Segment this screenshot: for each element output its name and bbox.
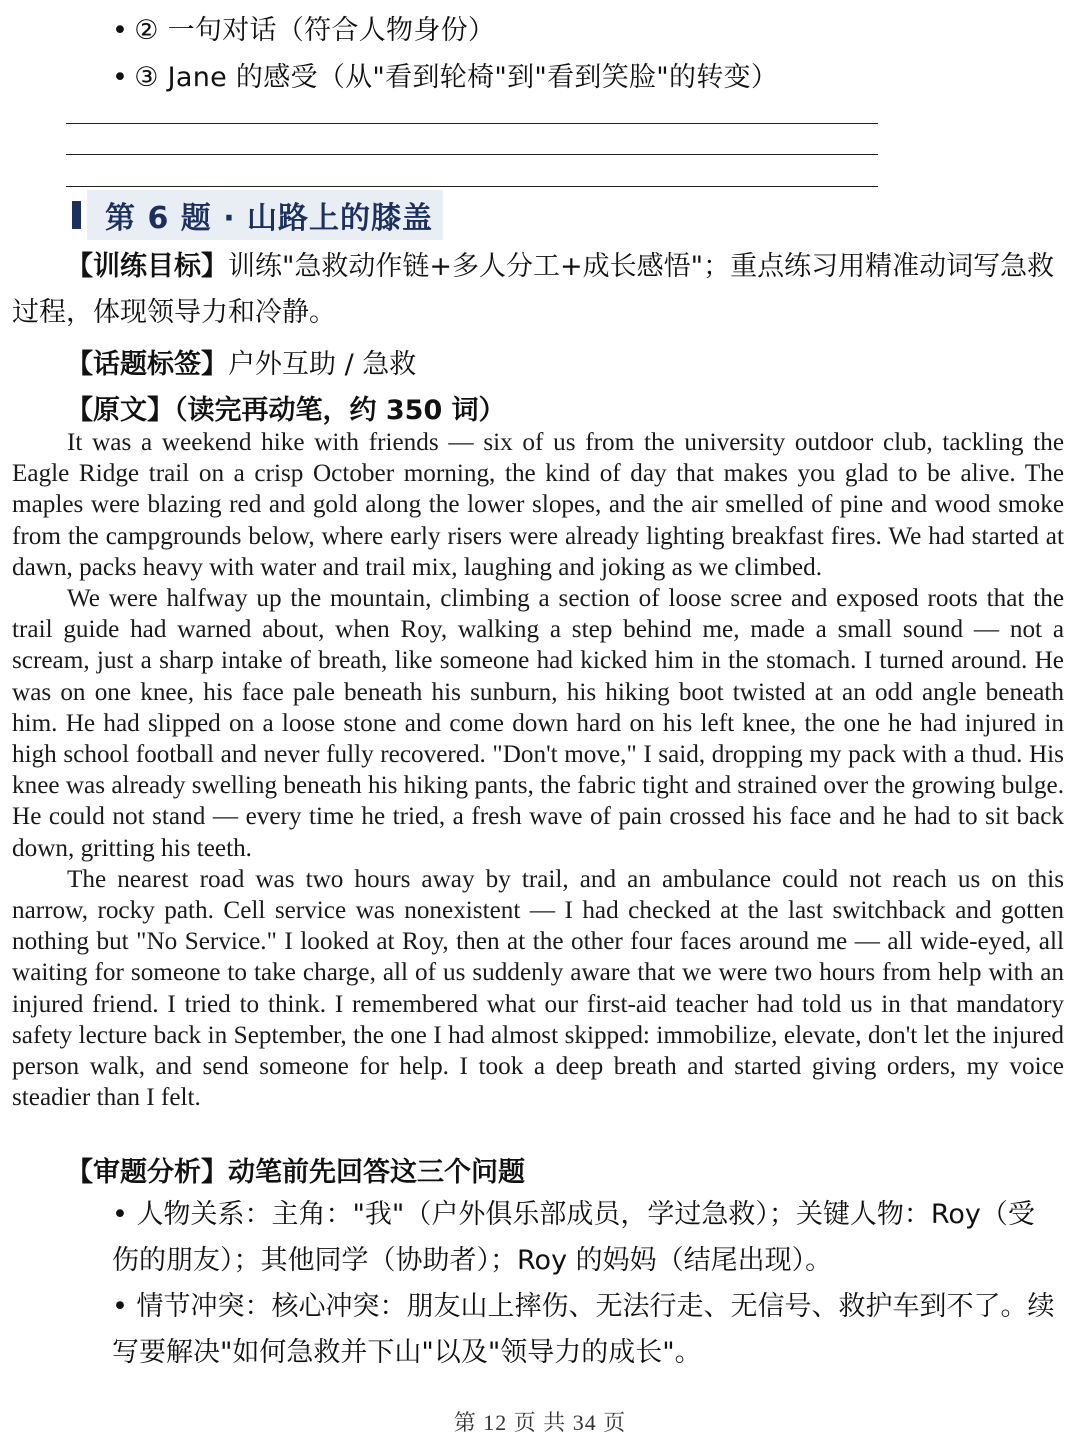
analysis-heading: 【审题分析】动笔前先回答这三个问题: [66, 1157, 525, 1188]
bullet-text: ② 一句对话（符合人物身份）: [134, 15, 496, 46]
original-heading: [66, 388, 506, 427]
bullet-dot: •: [112, 15, 129, 46]
original-label: 【原文】: [66, 395, 174, 426]
answer-line: [66, 186, 878, 187]
answer-line: [66, 123, 878, 124]
section-heading: [72, 190, 443, 240]
original-passage: [12, 427, 1064, 1113]
passage-paragraph: It was a weekend hike with friends — six of us from the university outdoor club, tackling the Eagle Ridge trail on a crisp October morning, the kind of day that makes you glad to be alive. The maples were blazing red and gold along the lower slopes, and the air smelled of pine and wood smoke from the campgrounds below, where early risers were already lighting breakfast fires. We had started at dawn, packs heavy with water and trail mix, laughing and joking as we climbed.: [12, 429, 1064, 581]
training-goal-text: 训练"急救动作链+多人分工+成长感悟"；重点练习用精准动词写急救过程，体现领导力和冷静。: [12, 251, 1055, 328]
passage-paragraph: We were halfway up the mountain, climbing a section of loose scree and exposed roots that the trail guide had warned about, when Roy, walking a step behind me, made a small sound — not a scream, just a sharp intake of breath, like someone had kicked him in the stomach. I turned around. He was on one knee, his face pale beneath his sunburn, his hiking boot twisted at an odd angle beneath him. He had slipped on a loose stone and come down hard on his left knee, the one he had injured in high school football and never fully recovered. "Don't move," I said, dropping my pack with a thud. His knee was already swelling beneath his hiking pants, the fabric tight and strained over the growing bulge. He could not stand — every time he tried, a fresh wave of pain crossed his face and he had to sit back down, gritting his teeth.: [12, 585, 1064, 862]
heading-background: [87, 190, 443, 240]
analysis-item-characters: [58, 1192, 1058, 1284]
analysis-item-conflict: [58, 1284, 1058, 1376]
bullet-item-dialogue: [112, 8, 495, 47]
topic-tag-label: 【话题标签】: [66, 349, 228, 380]
topic-tag: [66, 342, 416, 381]
bullet-dot: •: [112, 62, 129, 93]
heading-accent-bar: [72, 201, 81, 229]
page-number: 第 12 页 共 34 页: [453, 1410, 627, 1435]
analysis-item-text: • 人物关系：主角："我"（户外俱乐部成员，学过急救）；关键人物：Roy（受伤的朋友）；其他同学（协助者）；Roy 的妈妈（结尾出现）。: [112, 1199, 1035, 1276]
passage-paragraph: The nearest road was two hours away by trail, and an ambulance could not reach us on this narrow, rocky path. Cell service was nonexistent — I had checked at the last switchback and gotten nothing but "No Service." I looked at Roy, then at the other four faces around me — all wide-eyed, all waiting for someone to take charge, all of us suddenly aware that we were two hours from help with an injured friend. I tried to think. I remembered what our first-aid teacher had told us in that mandatory safety lecture back in September, the one I had almost skipped: immobilize, elevate, don't let the injured person walk, and send someone for help. I took a deep breath and started giving orders, my voice steadier than I felt.: [12, 865, 1064, 1112]
bullet-item-feeling: [112, 55, 778, 94]
analysis-item-text: • 情节冲突：核心冲突：朋友山上摔伤、无法行走、无信号、救护车到不了。续写要解决"如何急救并下山"以及"领导力的成长"。: [112, 1291, 1055, 1368]
training-goal-label: 【训练目标】: [66, 251, 228, 282]
section-title: 第 6 题 · 山路上的膝盖: [105, 201, 434, 236]
original-note: （读完再动笔，约 350 词）: [174, 395, 506, 426]
topic-tag-text: 户外互助 / 急救: [228, 349, 417, 380]
training-goal: [12, 244, 1062, 336]
answer-line: [66, 154, 878, 155]
bullet-text: ③ Jane 的感受（从"看到轮椅"到"看到笑脸"的转变）: [134, 62, 779, 93]
